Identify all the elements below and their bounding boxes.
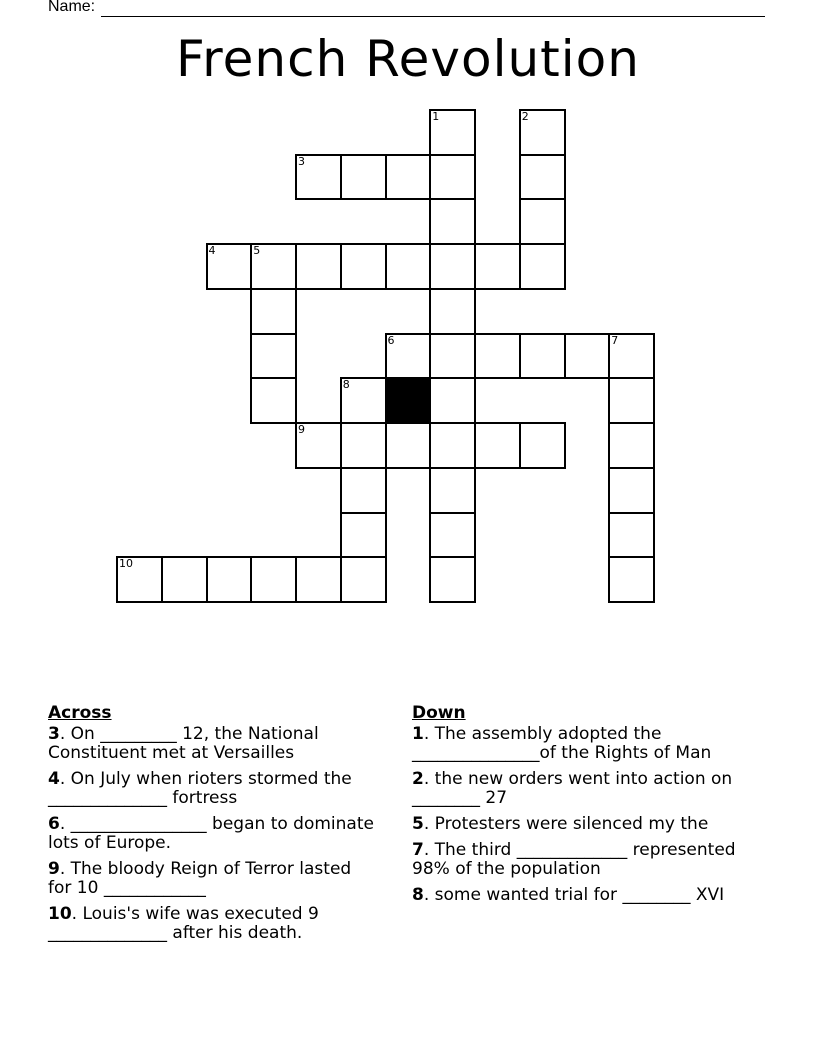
crossword-cell[interactable]	[429, 333, 476, 380]
down-clues	[412, 703, 757, 912]
crossword-cell[interactable]	[116, 556, 163, 603]
clue-across-10: 10. Louis's wife was executed 9 ______________ after his death.	[48, 904, 319, 943]
clue-across-6: 6. ________________ began to dominate lots of Europe.	[48, 814, 374, 853]
crossword-cell[interactable]	[340, 556, 387, 603]
crossword-cell[interactable]	[250, 333, 297, 380]
clue-down-2: 2. the new orders went into action on ________ 27	[412, 769, 733, 808]
across-clues	[48, 703, 378, 950]
crossword-cell[interactable]	[608, 333, 655, 380]
crossword-grid	[117, 110, 654, 602]
crossword-cell[interactable]	[295, 154, 342, 201]
crossword-cell[interactable]	[295, 243, 342, 290]
crossword-cell[interactable]	[429, 467, 476, 514]
crossword-cell[interactable]	[385, 333, 432, 380]
clue-down-5: 5. Protesters were silenced my the	[412, 814, 709, 834]
across-heading: Across	[48, 703, 112, 723]
clue-number: 10	[119, 557, 133, 571]
clue-number: 6	[387, 333, 395, 347]
crossword-cell[interactable]	[564, 333, 611, 380]
crossword-cell[interactable]	[429, 377, 476, 424]
down-heading: Down	[412, 703, 466, 723]
crossword-cell[interactable]	[161, 556, 208, 603]
crossword-cell[interactable]	[474, 333, 521, 380]
clue-number: 1	[432, 110, 440, 123]
clue-number: 2	[521, 110, 529, 123]
crossword-cell[interactable]	[250, 243, 297, 290]
crossword-cell[interactable]	[474, 422, 521, 469]
crossword-cell[interactable]	[608, 512, 655, 559]
page-title: French Revolution	[176, 30, 640, 88]
crossword-cell[interactable]	[608, 467, 655, 514]
crossword-cell[interactable]	[206, 556, 253, 603]
crossword-black-cell	[385, 377, 432, 424]
crossword-cell[interactable]	[385, 154, 432, 201]
crossword-cell[interactable]	[295, 556, 342, 603]
crossword-cell[interactable]	[250, 377, 297, 424]
crossword-cell[interactable]	[340, 154, 387, 201]
crossword-cell[interactable]	[429, 154, 476, 201]
crossword-cell[interactable]	[429, 556, 476, 603]
crossword-cell[interactable]	[429, 109, 476, 156]
crossword-cell[interactable]	[519, 109, 566, 156]
crossword-cell[interactable]	[519, 198, 566, 245]
crossword-cell[interactable]	[608, 556, 655, 603]
crossword-cell[interactable]	[340, 467, 387, 514]
name-label: Name:	[48, 0, 96, 15]
clue-number: 3	[298, 154, 305, 168]
crossword-cell[interactable]	[340, 243, 387, 290]
crossword-cell[interactable]	[429, 512, 476, 559]
crossword-cell[interactable]	[429, 288, 476, 335]
clue-down-7: 7. The third _____________ represented 98% of the population	[412, 840, 736, 879]
clue-number: 8	[342, 378, 350, 392]
crossword-cell[interactable]	[385, 422, 432, 469]
clue-number: 7	[611, 333, 619, 347]
crossword-cell[interactable]	[340, 377, 387, 424]
crossword-cell[interactable]	[429, 422, 476, 469]
crossword-cell[interactable]	[385, 243, 432, 290]
name-input-line[interactable]	[101, 2, 765, 17]
crossword-cell[interactable]	[429, 243, 476, 290]
crossword-cell[interactable]	[474, 243, 521, 290]
crossword-cell[interactable]	[608, 377, 655, 424]
crossword-cell[interactable]	[608, 422, 655, 469]
clue-across-9: 9. The bloody Reign of Terror lasted for 10 ____________	[48, 859, 352, 898]
crossword-cell[interactable]	[519, 422, 566, 469]
clue-number: 5	[253, 244, 261, 258]
name-field[interactable]	[48, 0, 765, 17]
crossword-cell[interactable]	[295, 422, 342, 469]
clue-across-4: 4. On July when rioters stormed the ______________ fortress	[48, 769, 352, 808]
crossword-cell[interactable]	[429, 198, 476, 245]
clue-number: 4	[208, 244, 216, 258]
crossword-cell[interactable]	[519, 243, 566, 290]
crossword-cell[interactable]	[206, 243, 253, 290]
crossword-cell[interactable]	[519, 333, 566, 380]
crossword-cell[interactable]	[340, 422, 387, 469]
clue-across-3: 3. On _________ 12, the National Constituent met at Versailles	[48, 724, 319, 763]
clue-number: 9	[298, 423, 305, 437]
clue-down-8: 8. some wanted trial for ________ XVI	[412, 885, 725, 905]
crossword-cell[interactable]	[250, 556, 297, 603]
crossword-cell[interactable]	[340, 512, 387, 559]
crossword-cell[interactable]	[250, 288, 297, 335]
clue-down-1: 1. The assembly adopted the _______________of the Rights of Man	[412, 724, 712, 763]
crossword-cell[interactable]	[519, 154, 566, 201]
